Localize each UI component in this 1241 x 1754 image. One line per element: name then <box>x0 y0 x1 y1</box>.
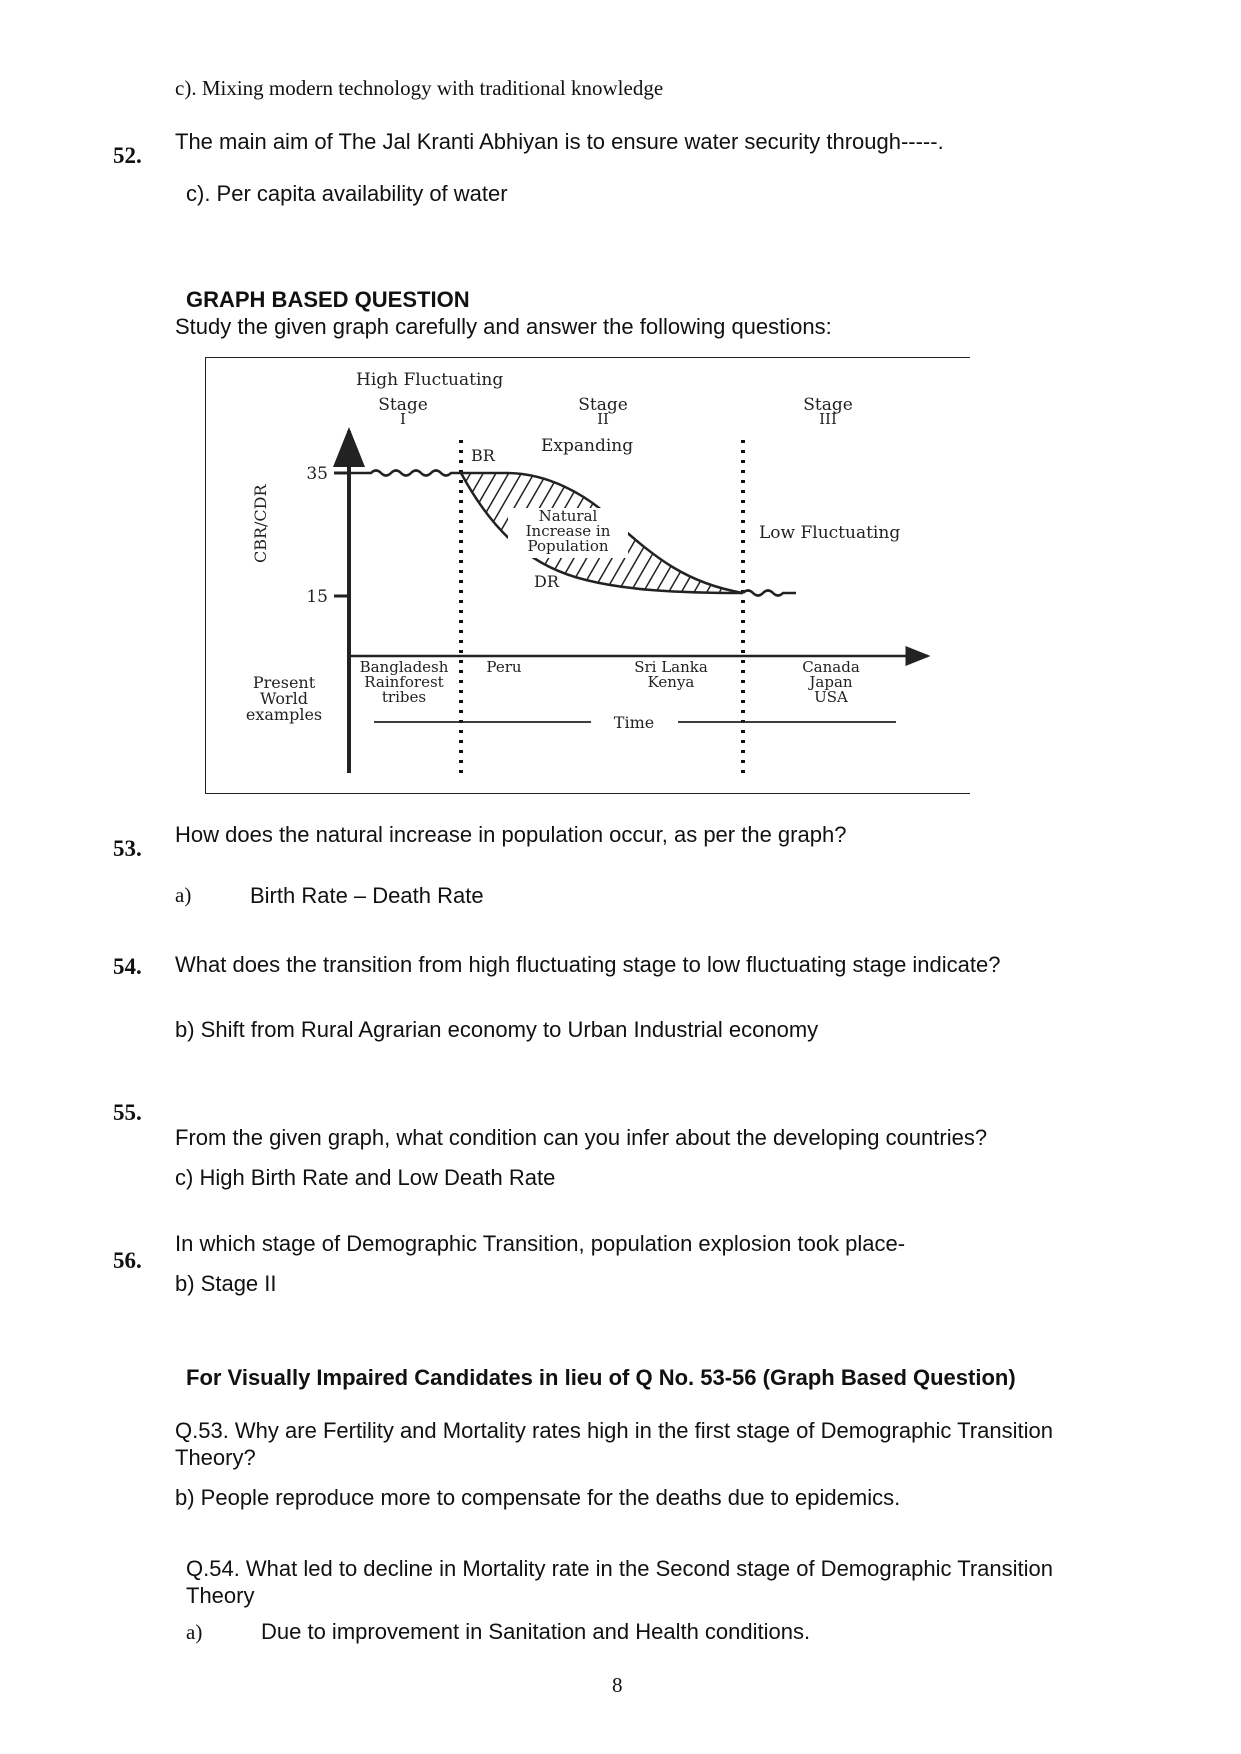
page-number: 8 <box>612 1673 623 1697</box>
stage-2-numeral: II <box>597 410 609 428</box>
q53-question: How does the natural increase in population occur, as per the graph? <box>175 822 847 847</box>
vi-q53-line-2: Theory? <box>175 1445 256 1470</box>
q52-question: The main aim of The Jal Kranti Abhiyan is to ensure water security through-----. <box>175 129 944 154</box>
q56-question: In which stage of Demographic Transition, population explosion took place- <box>175 1231 906 1256</box>
stage-1-fluctuation-line <box>349 471 461 476</box>
x-axis-label: Time <box>613 713 655 732</box>
stage-2-label: Stage <box>578 395 628 415</box>
vi-q54-answer: Due to improvement in Sanitation and Health conditions. <box>261 1619 811 1644</box>
examples-label-1: Present <box>252 673 316 692</box>
stage-2-caption: Expanding <box>541 436 634 456</box>
stage-3-fluctuation-line <box>743 591 796 596</box>
stage-3-caption: Low Fluctuating <box>759 523 901 543</box>
br-label: BR <box>471 446 495 465</box>
q52-number: 52. <box>113 143 142 168</box>
q56-number: 56. <box>113 1248 142 1273</box>
example-stage2-1: Sri Lanka <box>634 658 708 676</box>
q55-number: 55. <box>113 1100 142 1125</box>
q54-question: What does the transition from high fluctuating stage to low fluctuating stage indicate? <box>175 952 1001 977</box>
q55-question: From the given graph, what condition can you infer about the developing countries? <box>175 1125 988 1150</box>
examples-label-2: World <box>260 689 308 708</box>
stage-1-caption: High Fluctuating <box>356 370 504 390</box>
y-tick-label-35: 35 <box>306 464 328 484</box>
graph-section-instruction: Study the given graph carefully and answer the following questions: <box>175 314 832 339</box>
examples-label-3: examples <box>245 705 323 724</box>
example-peru: Peru <box>486 658 522 676</box>
q51-option: c). Mixing modern technology with traditional knowledge <box>175 76 664 100</box>
stage-1-label: Stage <box>378 395 428 415</box>
q56-answer: b) Stage II <box>175 1271 277 1296</box>
stage-3-label: Stage <box>803 395 853 415</box>
natural-increase-label-1: Natural <box>538 507 598 525</box>
q52-answer: c). Per capita availability of water <box>186 181 508 206</box>
graph-section-heading: GRAPH BASED QUESTION <box>186 287 470 312</box>
example-stage3-2: Japan <box>809 673 853 691</box>
dr-label: DR <box>534 572 559 591</box>
vi-q54-line-2: Theory <box>186 1583 255 1608</box>
q53-option-letter: a) <box>175 883 192 907</box>
vi-q54-option-letter: a) <box>186 1620 203 1644</box>
vi-q53-answer: b) People reproduce more to compensate for the deaths due to epidemics. <box>175 1485 901 1510</box>
q54-number: 54. <box>113 954 142 979</box>
example-stage3-3: USA <box>814 688 848 706</box>
vi-q54-line-1: Q.54. What led to decline in Mortality rate in the Second stage of Demographic Transition <box>186 1556 1054 1581</box>
graph-svg <box>206 358 970 793</box>
example-stage1-1: Bangladesh <box>359 658 449 676</box>
example-stage1-3: tribes <box>381 688 427 706</box>
natural-increase-label-2: Increase in <box>525 522 611 540</box>
q54-answer: b) Shift from Rural Agrarian economy to Urban Industrial economy <box>175 1017 819 1042</box>
y-tick-label-15: 15 <box>306 587 328 607</box>
y-axis-label: CBR/CDR <box>251 484 270 563</box>
q53-answer: Birth Rate – Death Rate <box>250 883 484 908</box>
q53-number: 53. <box>113 836 142 861</box>
q55-answer: c) High Birth Rate and Low Death Rate <box>175 1165 556 1190</box>
demographic-transition-graph <box>205 357 970 794</box>
example-stage2-2: Kenya <box>647 673 695 691</box>
vi-section-heading: For Visually Impaired Candidates in lieu of Q No. 53-56 (Graph Based Question) <box>186 1365 1016 1390</box>
example-stage1-2: Rainforest <box>364 673 444 691</box>
natural-increase-label-3: Population <box>527 537 609 555</box>
vi-q53-line-1: Q.53. Why are Fertility and Mortality rates high in the first stage of Demographic Transition <box>175 1418 1053 1443</box>
example-stage3-1: Canada <box>802 658 860 676</box>
stage-1-numeral: I <box>400 410 406 428</box>
stage-3-numeral: III <box>819 410 837 428</box>
